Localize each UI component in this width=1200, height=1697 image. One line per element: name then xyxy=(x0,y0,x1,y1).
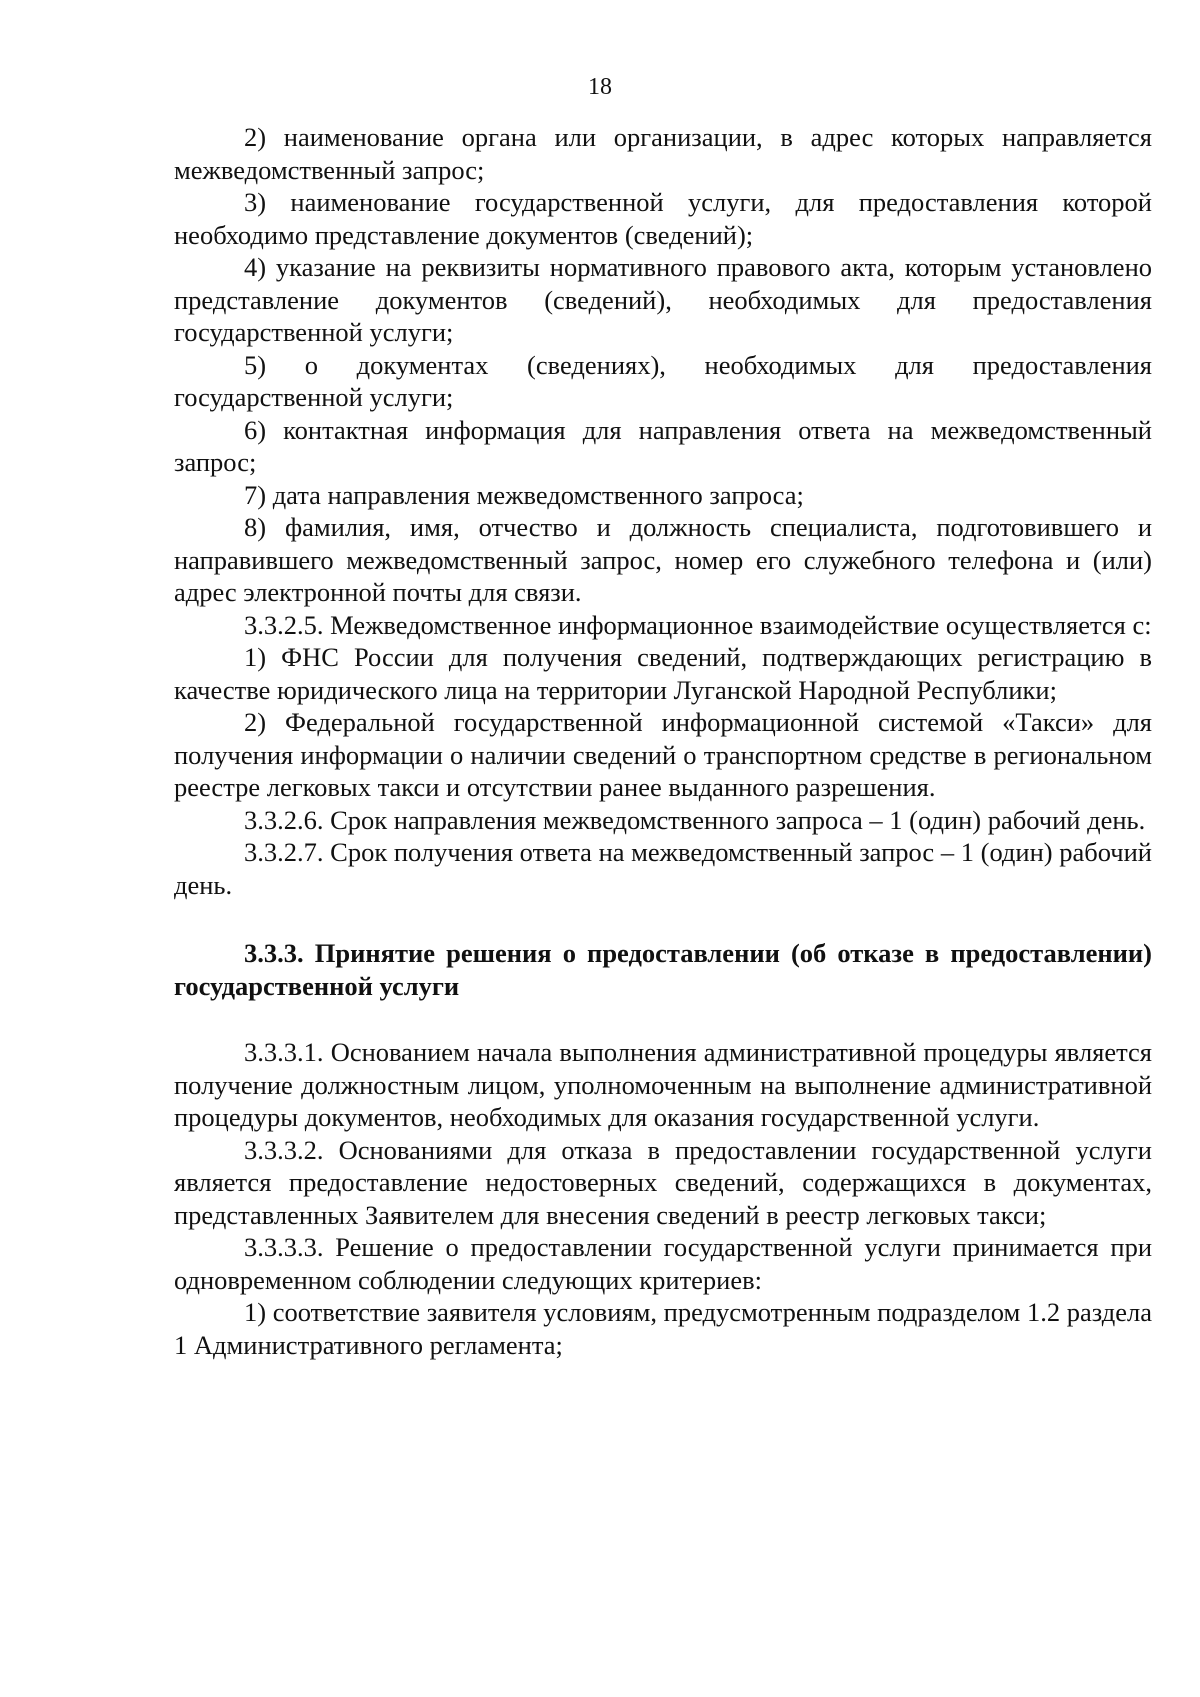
spacer xyxy=(174,901,1152,937)
list-item-8: 8) фамилия, имя, отчество и должность специалиста, подготовившего и направившего межведомственный запрос, номер его служебного телефона и (или) адрес электронной почты для связи. xyxy=(174,512,1152,607)
clause-3-3-3-1: 3.3.3.1. Основанием начала выполнения административной процедуры является получение должностным лицом, уполномоченным на выполнение административной процедуры документов, необходимых для оказания государственной услуги. xyxy=(174,1037,1152,1132)
list-item-7: 7) дата направления межведомственного запроса; xyxy=(244,479,804,510)
clause-3-3-2-5: 3.3.2.5. Межведомственное информационное взаимодействие осуществляется с: xyxy=(244,609,1152,640)
clause-3-3-2-5-item-2: 2) Федеральной государственной информационной системой «Такси» для получения информации о наличии сведений о транспортном средстве в региональном реестре легковых такси и отсутствии ранее выданного разрешения. xyxy=(174,707,1152,802)
clause-3-3-2-5-item-1: 1) ФНС России для получения сведений, подтверждающих регистрацию в качестве юридического лица на территории Луганской Народной Республики; xyxy=(174,642,1152,705)
clause-3-3-2-7: 3.3.2.7. Срок получения ответа на межведомственный запрос – 1 (один) рабочий день. xyxy=(174,837,1152,900)
spacer xyxy=(174,1002,1152,1036)
clause-3-3-3-2: 3.3.3.2. Основаниями для отказа в предоставлении государственной услуги является предоставление недостоверных сведений, содержащихся в документах, представленных Заявителем для внесения сведений в реестр легковых такси; xyxy=(174,1134,1152,1230)
section-heading: 3.3.3. Принятие решения о предоставлении (об отказе в предоставлении) государственной услуги xyxy=(174,938,1152,1001)
list-item-4: 4) указание на реквизиты нормативного правового акта, которым установлено представление документов (сведений), необходимых для предоставления государственной услуги; xyxy=(174,252,1152,347)
page-number: 18 xyxy=(588,74,612,100)
clause-3-3-2-6: 3.3.2.6. Срок направления межведомственного запроса – 1 (один) рабочий день. xyxy=(244,804,1146,835)
list-item-2: 2) наименование органа или организации, в адрес которых направляется межведомственный запрос; xyxy=(174,122,1152,185)
document-body xyxy=(174,121,1152,1361)
clause-3-3-3-3: 3.3.3.3. Решение о предоставлении государственной услуги принимается при одновременном соблюдении следующих критериев: xyxy=(174,1232,1152,1295)
list-item-6: 6) контактная информация для направления ответа на межведомственный запрос; xyxy=(174,414,1152,477)
list-item-5: 5) о документах (сведениях), необходимых для предоставления государственной услуги; xyxy=(174,349,1152,412)
list-item-3: 3) наименование государственной услуги, для предоставления которой необходимо представление документов (сведений); xyxy=(174,187,1152,250)
clause-3-3-3-3-item-1: 1) соответствие заявителя условиям, предусмотренным подразделом 1.2 раздела 1 Административного регламента; xyxy=(174,1297,1152,1360)
